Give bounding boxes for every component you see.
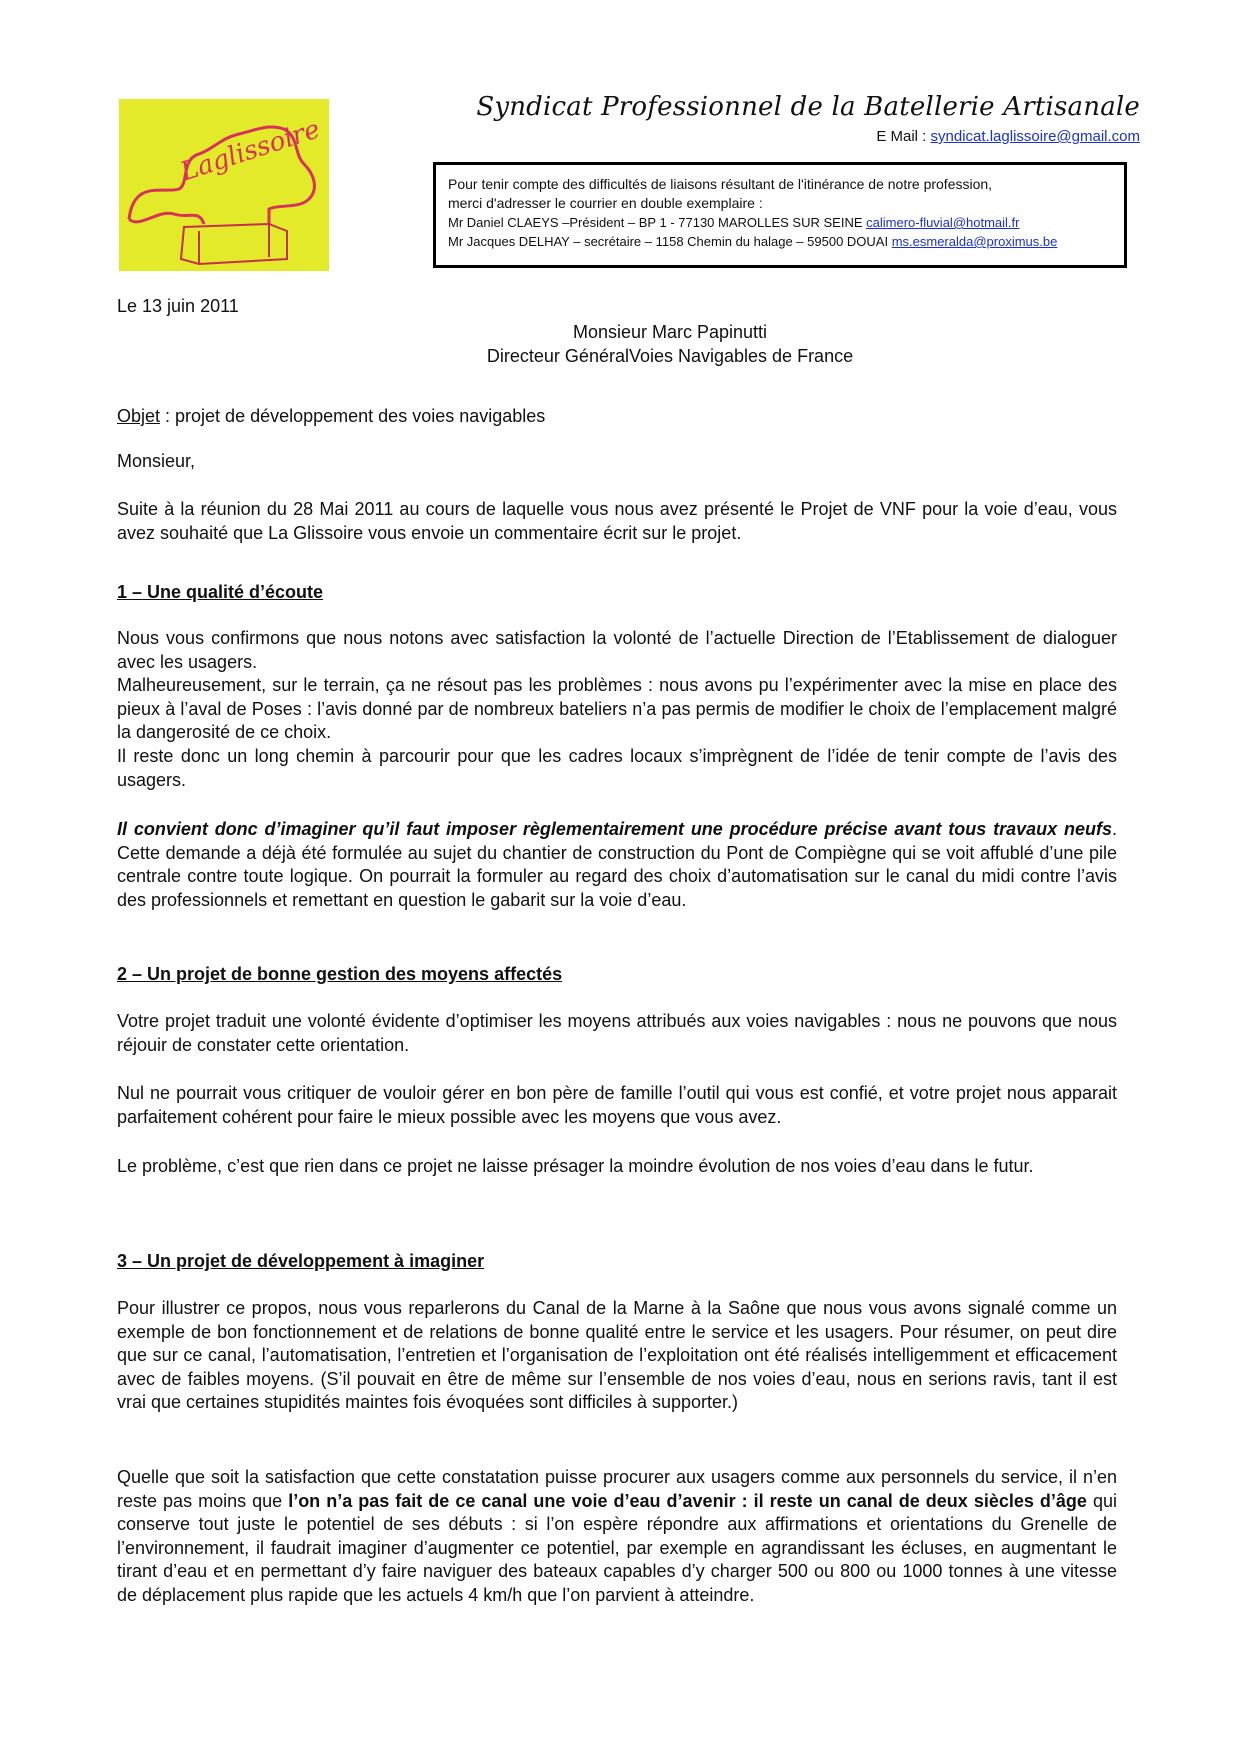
- contact-president-address: Mr Daniel CLAEYS –Président – BP 1 - 77130 MAROLLES SUR SEINE: [448, 215, 867, 230]
- letter-date: Le 13 juin 2011: [117, 296, 239, 316]
- subject-line: [117, 405, 1117, 429]
- contact-president: [448, 213, 1112, 232]
- instructions-line-2: merci d'adresser le courrier en double exemplaire :: [448, 195, 763, 211]
- contact-secretary-address: Mr Jacques DELHAY – secrétaire – 1158 Chemin du halage – 59500 DOUAI: [448, 234, 892, 249]
- paragraph-start: Quelle que soit la satisfaction que cette constatation puisse procurer aux usagers comme aux personnels du service, il n’en reste pas moins que: [117, 1467, 1117, 1511]
- section-1-heading: 1 – Une qualité d’écoute: [117, 582, 324, 602]
- glissoire-logo: [119, 99, 329, 271]
- section-1-paragraph-2: Malheureusement, sur le terrain, ça ne résout pas les problèmes : nous avons pu l’expérimenter avec la mise en place des pieux à l’aval de Poses : l’avis donné par de nombreux bateliers n’a pas permis de modifier le choix de l’emplacement malgré la dangerosité de ce choix.: [117, 675, 1117, 743]
- organization-name: Syndicat Professionnel de la Batellerie Artisanale: [476, 92, 1140, 122]
- paragraph-end: qui conserve tout juste le potentiel de ses débuts : si l’on espère répondre aux affirmations et orientations du Grenelle de l’environnement, il faudrait imaginer d’augmenter ce potentiel, par exemple en agrandissant les écluses, en augmentant le tirant d’eau et en permettant d’y faire naviguer des bateaux capables d’y charger 500 ou 800 ou 1000 tonnes à une vitesse de déplacement plus rapide que les actuels 4 km/h que l’on parvient à atteindre.: [117, 1490, 1117, 1605]
- section-2-paragraph-3: Le problème, c’est que rien dans ce projet ne laisse présager la moindre évolution de nos voies d’eau dans le futur.: [117, 1156, 1034, 1176]
- intro-paragraph: Suite à la réunion du 28 Mai 2011 au cours de laquelle vous nous avez présenté le Projet de VNF pour la voie d’eau, vous avez souhaité que La Glissoire vous envoie un commentaire écrit sur le projet.: [117, 499, 1117, 543]
- subject-text: : projet de développement des voies navigables: [160, 406, 546, 426]
- section-2-heading: 2 – Un projet de bonne gestion des moyens affectés: [117, 964, 563, 984]
- section-2-paragraph-2: Nul ne pourrait vous critiquer de vouloir gérer en bon père de famille l’outil qui vous est confié, et votre projet nous apparait parfaitement cohérent pour faire le mieux possible avec les moyens que vous avez.: [117, 1083, 1117, 1127]
- recipient-title: Directeur GénéralVoies Navigables de France: [486, 346, 854, 366]
- recipient-name: Monsieur Marc Papinutti: [572, 322, 768, 342]
- section-3-paragraph-2: [117, 1466, 1117, 1608]
- logo-lettering: Laglissoire: [176, 114, 324, 188]
- glissoire-logo-icon: [119, 99, 329, 271]
- recipient-block: [400, 320, 940, 368]
- salutation: Monsieur,: [117, 451, 196, 471]
- paragraph-continuation: . Cette demande a déjà été formulée au sujet du chantier de construction du Pont de Compiègne qui se voit affublé d’une pile centrale contre toute logique. On pourrait la formuler au regard des choix d’automatisation sur le canal du midi contre l’avis des professionnels et remettant en question le gabarit sur la voie d’eau.: [117, 819, 1117, 910]
- subject-label: Objet: [117, 406, 161, 426]
- header-email-line: [600, 128, 1140, 145]
- instructions-line-1: Pour tenir compte des difficultés de liaisons résultant de l'itinérance de notre profession,: [448, 176, 993, 192]
- organization-email-link[interactable]: syndicat.laglissoire@gmail.com: [930, 128, 1140, 145]
- section-1-body: [117, 627, 1117, 792]
- emphasis-canal-age: l’on n’a pas fait de ce canal une voie d’eau d’avenir : il reste un canal de deux siècles d’âge: [288, 1490, 1087, 1511]
- contact-president-email-link[interactable]: calimero-fluvial@hotmail.fr: [866, 215, 1020, 230]
- mailing-instructions-box: [433, 162, 1127, 268]
- section-1-paragraph-3: Il reste donc un long chemin à parcourir pour que les cadres locaux s’imprègnent de l’idée de tenir compte de l’avis des usagers.: [117, 745, 1117, 790]
- contact-secretary-email-link[interactable]: ms.esmeralda@proximus.be: [891, 234, 1058, 249]
- section-1-paragraph-1: Nous vous confirmons que nous notons avec satisfaction la volonté de l’actuelle Direction de l’Etablissement de dialoguer avec les usagers.: [117, 628, 1117, 672]
- contact-secretary: [448, 232, 1112, 251]
- email-label: E Mail :: [876, 128, 931, 145]
- section-3-paragraph-1: Pour illustrer ce propos, nous vous reparlerons du Canal de la Marne à la Saône que nous vous avons signalé comme un exemple de bon fonctionnement et de relations de bonne qualité entre le service et les usagers. Pour résumer, on peut dire que sur ce canal, l’automatisation, l’entretien et l’organisation de l’exploitation ont été réalisés intelligemment et efficacement avec de faibles moyens. (S’il pouvait en être de même sur l’ensemble de nos voies d’eau, nous en serions ravis, tant il est vrai que certaines stupidités maintes fois évoquées sont difficiles à supporter.): [117, 1298, 1117, 1413]
- emphasis-procedure: Il convient donc d’imaginer qu’il faut imposer règlementairement une procédure précise avant tous travaux neufs: [117, 819, 1112, 839]
- section-1-paragraph-4: [117, 818, 1117, 912]
- section-3-heading: 3 – Un projet de développement à imaginer: [117, 1251, 485, 1271]
- section-2-paragraph-1: Votre projet traduit une volonté évidente d’optimiser les moyens attribués aux voies navigables : nous ne pouvons que nous réjouir de constater cette orientation.: [117, 1011, 1117, 1055]
